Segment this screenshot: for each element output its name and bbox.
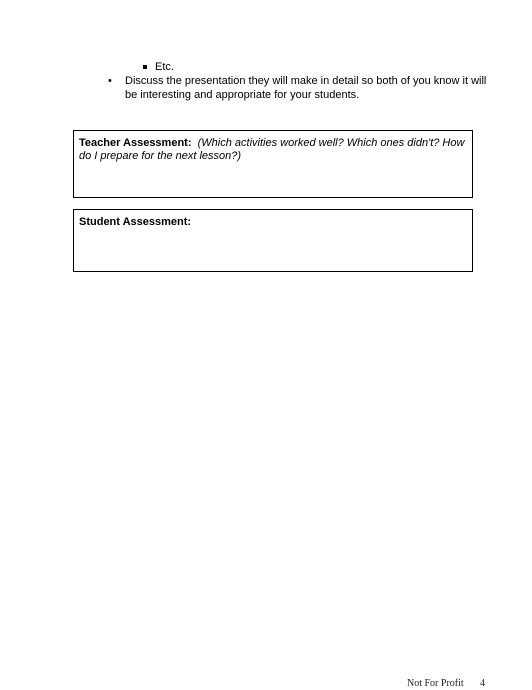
main-bullet-text: Discuss the presentation they will make in detail so both of you know it will be interesting and appropriate for your students.	[125, 75, 487, 101]
teacher-assessment-content	[79, 137, 467, 163]
sub-bullet-text: Etc.	[155, 61, 174, 73]
student-assessment-label: Student Assessment:	[79, 216, 192, 228]
teacher-assessment-box	[73, 130, 473, 198]
teacher-assessment-prompt: (Which activities worked well? Which ones didn't? How do I prepare for the next lesson?)	[79, 137, 465, 162]
square-bullet-icon	[143, 65, 147, 69]
student-assessment-box	[73, 209, 473, 272]
round-bullet-icon: •	[108, 75, 112, 87]
page-number: 4	[480, 678, 485, 689]
teacher-assessment-label: Teacher Assessment:	[79, 137, 192, 149]
student-assessment-content	[79, 216, 467, 229]
footer-note: Not For Profit	[407, 678, 464, 689]
